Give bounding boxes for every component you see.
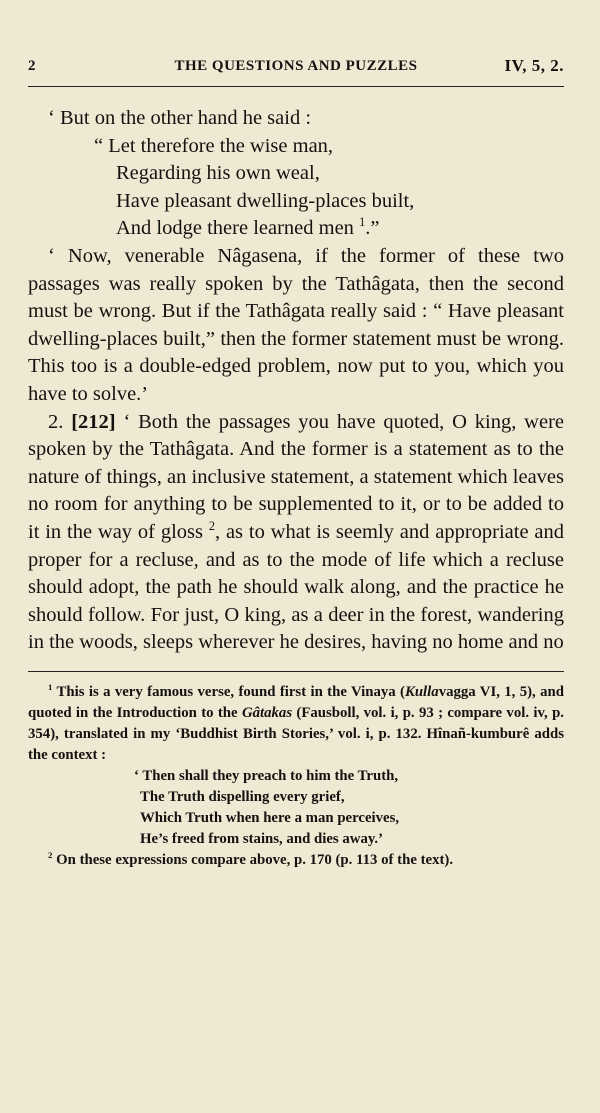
footnote-1-jataka: Gâtakas [241, 704, 293, 721]
verse-close: .” [365, 217, 380, 240]
verse-line-last [28, 215, 564, 243]
footnote-ref-1: 1 [359, 215, 366, 230]
verse-line-text: And lodge there learned men [116, 217, 354, 240]
page-marker: [212] [71, 410, 116, 433]
footnote-2-text: On these expressions compare above, p. 170 (p. 113 of the text). [56, 851, 454, 868]
verse-line: Regarding his own weal, [116, 162, 320, 185]
paragraph-1: ‘ Now, venerable Nâgasena, if the former of these two passages was really spoken by the Tathâgata, then the second must be wrong. But if the Tathâgata really said : “ Have pleasant dwelling-places built,” then the former statement must be wrong. This too is a double-edged problem, now put to you, which you have to solve.’ [28, 244, 564, 405]
paragraph-2-text-b: , as to what is seemly and appropriate and proper for a recluse, and as to the mode of life which a recluse should adopt, the path he should walk along, and the practice he should follow. For just, O king, as a deer in the forest, wandering in the woods, sleeps wherever he desires, having no home and no [28, 520, 565, 654]
footnotes [28, 682, 564, 871]
footnote-verse-line: ‘ Then shall they preach to him the Truth, [134, 767, 399, 784]
footnote-1 [28, 682, 564, 766]
footnote-2 [28, 850, 564, 871]
paragraph-number: 2. [48, 410, 64, 433]
footnote-rule [28, 671, 564, 672]
paragraph-2-text-a: ‘ Both the passages you have quoted, O king, were spoken by the Tathâgata. And the former is a statement as to the nature of things, an inclusive statement, a statement which leaves no room for anything to be supplemented to it, or to be added to it in the way of gloss [28, 410, 565, 543]
verse-line: Have pleasant dwelling-places built, [116, 189, 415, 212]
footnote-verse-line: The Truth dispelling every grief, [140, 788, 345, 805]
header-rule [28, 86, 564, 87]
main-text [28, 105, 564, 657]
footnote-1-marker: 1 [48, 681, 53, 692]
footnote-1-kulla: Kulla [404, 683, 439, 700]
intro-line: ‘ But on the other hand he said : [48, 107, 312, 129]
section-reference: IV, 5, 2. [504, 56, 564, 75]
footnote-verse-line: He’s freed from stains, and dies away.’ [140, 830, 384, 847]
page-number: 2 [28, 58, 36, 74]
footnote-1-text-a: This is a very famous verse, found first in the Vinaya ( [56, 683, 405, 700]
running-header [28, 52, 564, 80]
footnote-2-marker: 2 [48, 849, 53, 860]
running-title: THE QUESTIONS AND PUZZLES [174, 58, 418, 74]
footnote-verse [28, 766, 564, 850]
footnote-1-text-b: vagga VI, 1, 5), and quoted in the Introduction to the [28, 683, 564, 721]
footnote-verse-line: Which Truth when here a man perceives, [140, 809, 400, 826]
verse-line: “ Let therefore the wise man, [94, 134, 334, 157]
footnote-1-text-c: (Fausboll, vol. i, p. 93 ; compare vol. iv, p. 354), translated in my ‘Buddhist Birth Stories,’ vol. i, p. 132. Hînañ-kumburê adds the context : [28, 704, 564, 763]
footnote-ref-2: 2 [208, 519, 215, 534]
paragraph-2 [28, 409, 564, 657]
quoted-verse [28, 133, 564, 243]
book-page [28, 52, 564, 871]
